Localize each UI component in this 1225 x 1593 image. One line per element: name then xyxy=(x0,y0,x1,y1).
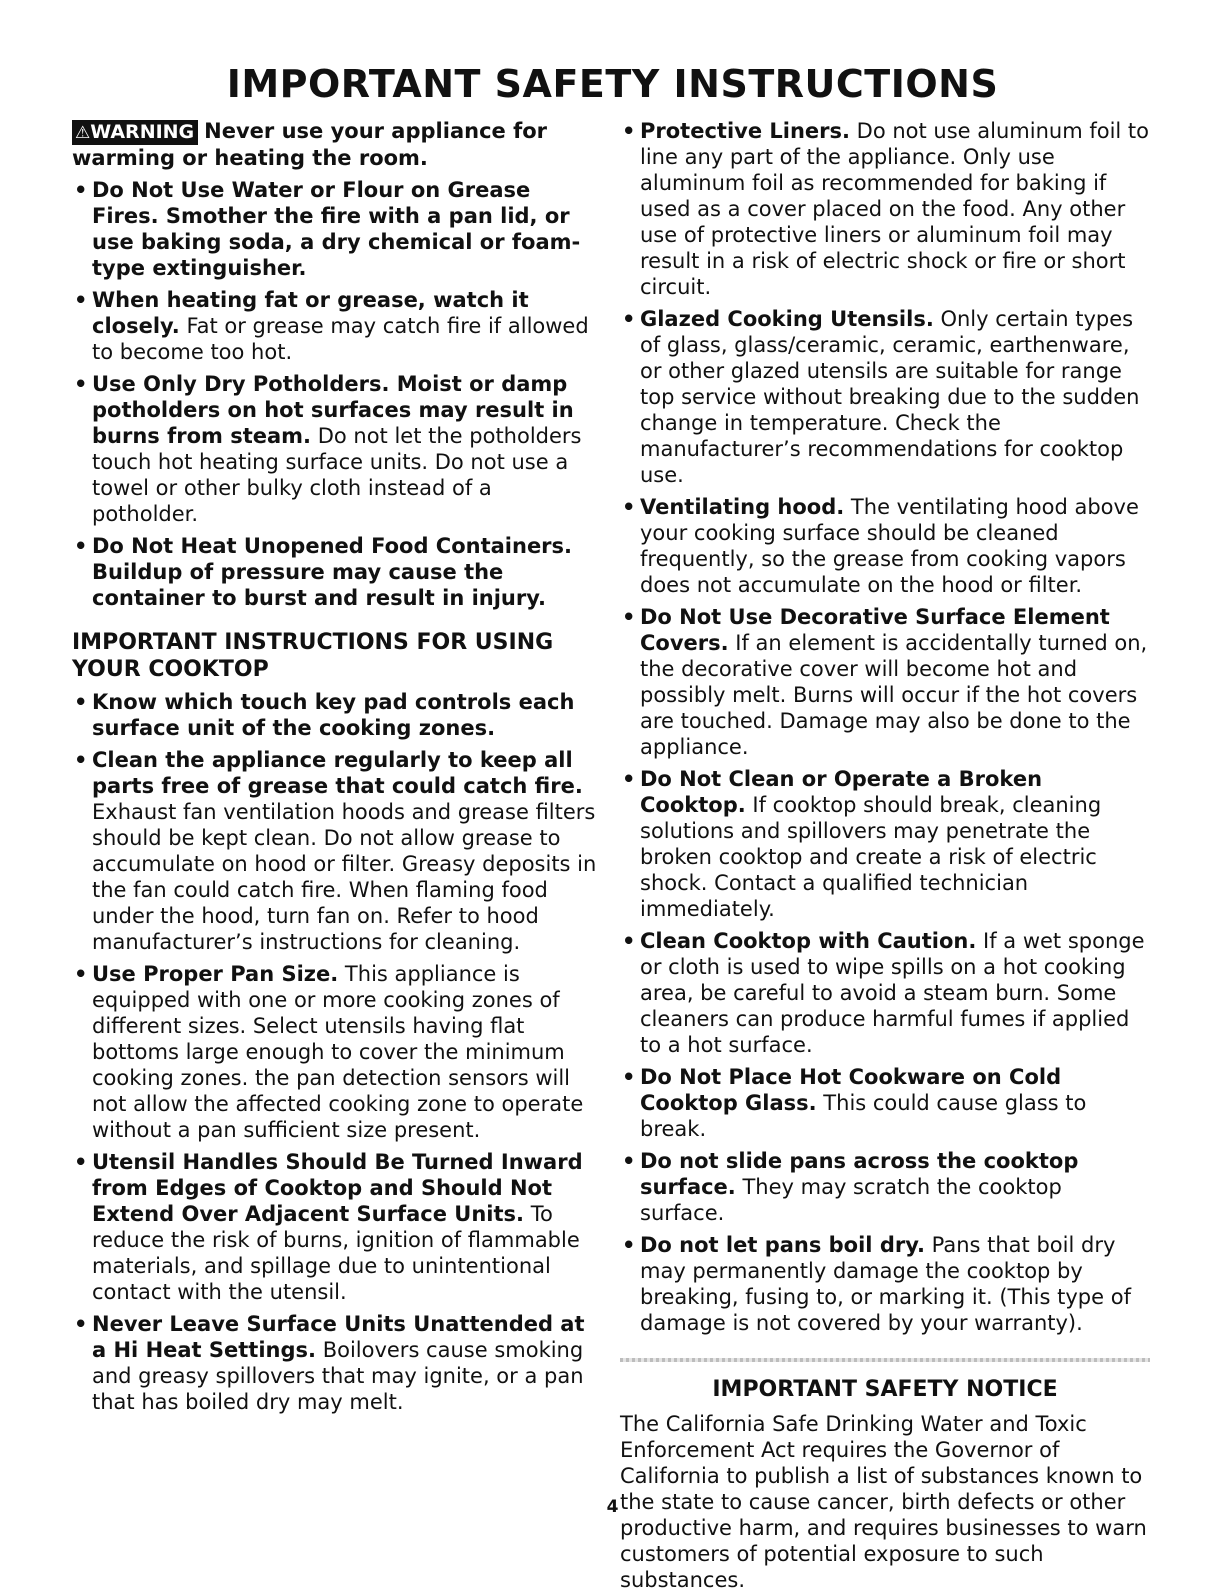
page-number: 4 xyxy=(606,1497,619,1517)
list-item xyxy=(72,287,602,365)
warning-statement xyxy=(72,118,602,171)
bullet-icon: • xyxy=(74,1312,88,1336)
bullet-icon: • xyxy=(74,372,88,396)
notice-heading: IMPORTANT SAFETY NOTICE xyxy=(712,1377,1058,1402)
warning-text: Never use your appliance for warming or heating the room. xyxy=(72,119,547,170)
cooktop-section-heading: IMPORTANT INSTRUCTIONS FOR USING YOUR COOKTOP xyxy=(72,630,554,682)
item-text: Do not use aluminum foil to line any part of the appliance. Only use aluminum foil as recommended for baking if used as a cover placed on the food. Any other use of protective liners or aluminum foil may result in a risk of electric shock or fire or short circuit. xyxy=(640,119,1150,299)
item-bold: Protective Liners. xyxy=(640,119,850,143)
cooktop-instructions-list xyxy=(72,689,602,1415)
item-text: If cooktop should break, cleaning solutions and spillovers may penetrate the broken cooktop and create a risk of electric shock. Contact a qualified technician immediately. xyxy=(640,793,1102,921)
bullet-icon: • xyxy=(622,1233,636,1257)
bullet-icon: • xyxy=(622,605,636,629)
list-item xyxy=(620,1148,1150,1226)
item-text: Do not let the potholders touch hot heating surface units. Do not use a towel or other bulky cloth instead of a potholder. xyxy=(92,424,582,526)
list-item xyxy=(72,1149,602,1305)
list-item xyxy=(620,494,1150,598)
right-column xyxy=(620,118,1150,1593)
item-text: Fat or grease may catch fire if allowed to become too hot. xyxy=(92,314,589,364)
item-bold: Utensil Handles Should Be Turned Inward from Edges of Cooktop and Should Not Extend Over Adjacent Surface Units. xyxy=(92,1150,583,1226)
item-text: Only certain types of glass, glass/ceramic, ceramic, earthenware, or other glazed utensils are suitable for range top service without breaking due to the sudden change in temperature. Check the manufacturer’s recommendations for cooktop use. xyxy=(640,307,1140,487)
bullet-icon: • xyxy=(74,1150,88,1174)
item-bold: Glazed Cooking Utensils. xyxy=(640,307,934,331)
item-bold: Ventilating hood. xyxy=(640,495,845,519)
bullet-icon: • xyxy=(74,178,88,202)
bullet-icon: • xyxy=(74,288,88,312)
item-bold: Do Not Clean or Operate a Broken Cooktop. xyxy=(640,767,1043,817)
list-item xyxy=(72,1311,602,1415)
item-text: Boilovers cause smoking and greasy spillovers that may ignite, or a pan that has boiled dry may melt. xyxy=(92,1338,584,1414)
item-bold: When heating fat or grease, watch it closely. xyxy=(92,288,529,338)
item-bold: Do not slide pans across the cooktop surface. xyxy=(640,1149,1079,1199)
bullet-icon: • xyxy=(622,1149,636,1173)
item-text: To reduce the risk of burns, ignition of flammable materials, and spillage due to unintentional contact with the utensil. xyxy=(92,1202,580,1304)
item-bold: Clean Cooktop with Caution. xyxy=(640,929,977,953)
item-text: This appliance is equipped with one or more cooking zones of different sizes. Select utensils having flat bottoms large enough to cover the minimum cooking zones. the pan detection sensors will not allow the affected cooking zone to operate without a pan sufficient size present. xyxy=(92,962,584,1142)
bullet-icon: • xyxy=(622,929,636,953)
item-bold: Use Only Dry Potholders. Moist or damp potholders on hot surfaces may result in burns from steam. xyxy=(92,372,574,448)
list-item xyxy=(72,689,602,741)
warning-badge-label: WARNING xyxy=(90,121,195,143)
item-text: If an element is accidentally turned on, the decorative cover will become hot and possibly melt. Burns will occur if the hot covers are touched. Damage may also be done to the appliance. xyxy=(640,631,1148,759)
item-bold: Do Not Heat Unopened Food Containers. Buildup of pressure may cause the container to burst and result in injury. xyxy=(92,534,573,610)
list-item xyxy=(72,371,602,527)
list-item xyxy=(72,961,602,1143)
bullet-icon: • xyxy=(622,307,636,331)
item-text: They may scratch the cooktop surface. xyxy=(640,1175,1062,1225)
bullet-icon: • xyxy=(622,495,636,519)
item-bold: Do Not Place Hot Cookware on Cold Cooktop Glass. xyxy=(640,1065,1062,1115)
item-bold: Do not let pans boil dry. xyxy=(640,1233,925,1257)
item-bold: Do Not Use Water or Flour on Grease Fires. Smother the fire with a pan lid, or use baking soda, a dry chemical or foam-type extinguisher. xyxy=(92,178,581,280)
item-bold: Use Proper Pan Size. xyxy=(92,962,339,986)
bullet-icon: • xyxy=(622,119,636,143)
list-item xyxy=(72,177,602,281)
item-text: This could cause glass to break. xyxy=(640,1091,1087,1141)
item-text: Exhaust fan ventilation hoods and grease filters should be kept clean. Do not allow grease to accumulate on hood or filter. Greasy deposits in the fan could catch fire. When flaming food under the hood, turn fan on. Refer to hood manufacturer’s instructions for cleaning. xyxy=(92,800,597,954)
warning-triangle-icon: ⚠ xyxy=(75,123,91,143)
page-title: IMPORTANT SAFETY INSTRUCTIONS xyxy=(226,62,999,106)
cooktop-care-list xyxy=(620,118,1150,1336)
bullet-icon: • xyxy=(622,1065,636,1089)
notice-divider xyxy=(620,1358,1150,1362)
item-text: The ventilating hood above your cooking surface should be cleaned frequently, so the grease from cooking vapors does not accumulate on the hood or filter. xyxy=(640,495,1139,597)
warning-badge xyxy=(72,120,198,145)
list-item xyxy=(620,306,1150,488)
bullet-icon: • xyxy=(74,962,88,986)
item-bold: Clean the appliance regularly to keep all parts free of grease that could catch fire. xyxy=(92,748,583,798)
bullet-icon: • xyxy=(622,767,636,791)
list-item xyxy=(620,1232,1150,1336)
list-item xyxy=(620,118,1150,300)
list-item xyxy=(620,604,1150,760)
bullet-icon: • xyxy=(74,748,88,772)
left-column xyxy=(72,118,602,1421)
notice-body: The California Safe Drinking Water and Toxic Enforcement Act requires the Governor of California to publish a list of substances known to the state to cause cancer, birth defects or other productive harm, and requires businesses to warn customers of potential exposure to such substances. xyxy=(620,1412,1147,1592)
bullet-icon: • xyxy=(74,690,88,714)
list-item xyxy=(620,928,1150,1058)
list-item xyxy=(72,747,602,955)
bullet-icon: • xyxy=(74,534,88,558)
list-item xyxy=(72,533,602,611)
item-text: Pans that boil dry may permanently damage the cooktop by breaking, fusing to, or marking it. (This type of damage is not covered by your warranty). xyxy=(640,1233,1131,1335)
item-text: If a wet sponge or cloth is used to wipe spills on a hot cooking area, be careful to avoid a steam burn. Some cleaners can produce harmful fumes if applied to a hot surface. xyxy=(640,929,1145,1057)
list-item xyxy=(620,766,1150,922)
general-safety-list xyxy=(72,177,602,611)
item-bold: Never Leave Surface Units Unattended at a Hi Heat Settings. xyxy=(92,1312,585,1362)
item-bold: Do Not Use Decorative Surface Element Covers. xyxy=(640,605,1110,655)
item-bold: Know which touch key pad controls each surface unit of the cooking zones. xyxy=(92,690,575,740)
list-item xyxy=(620,1064,1150,1142)
